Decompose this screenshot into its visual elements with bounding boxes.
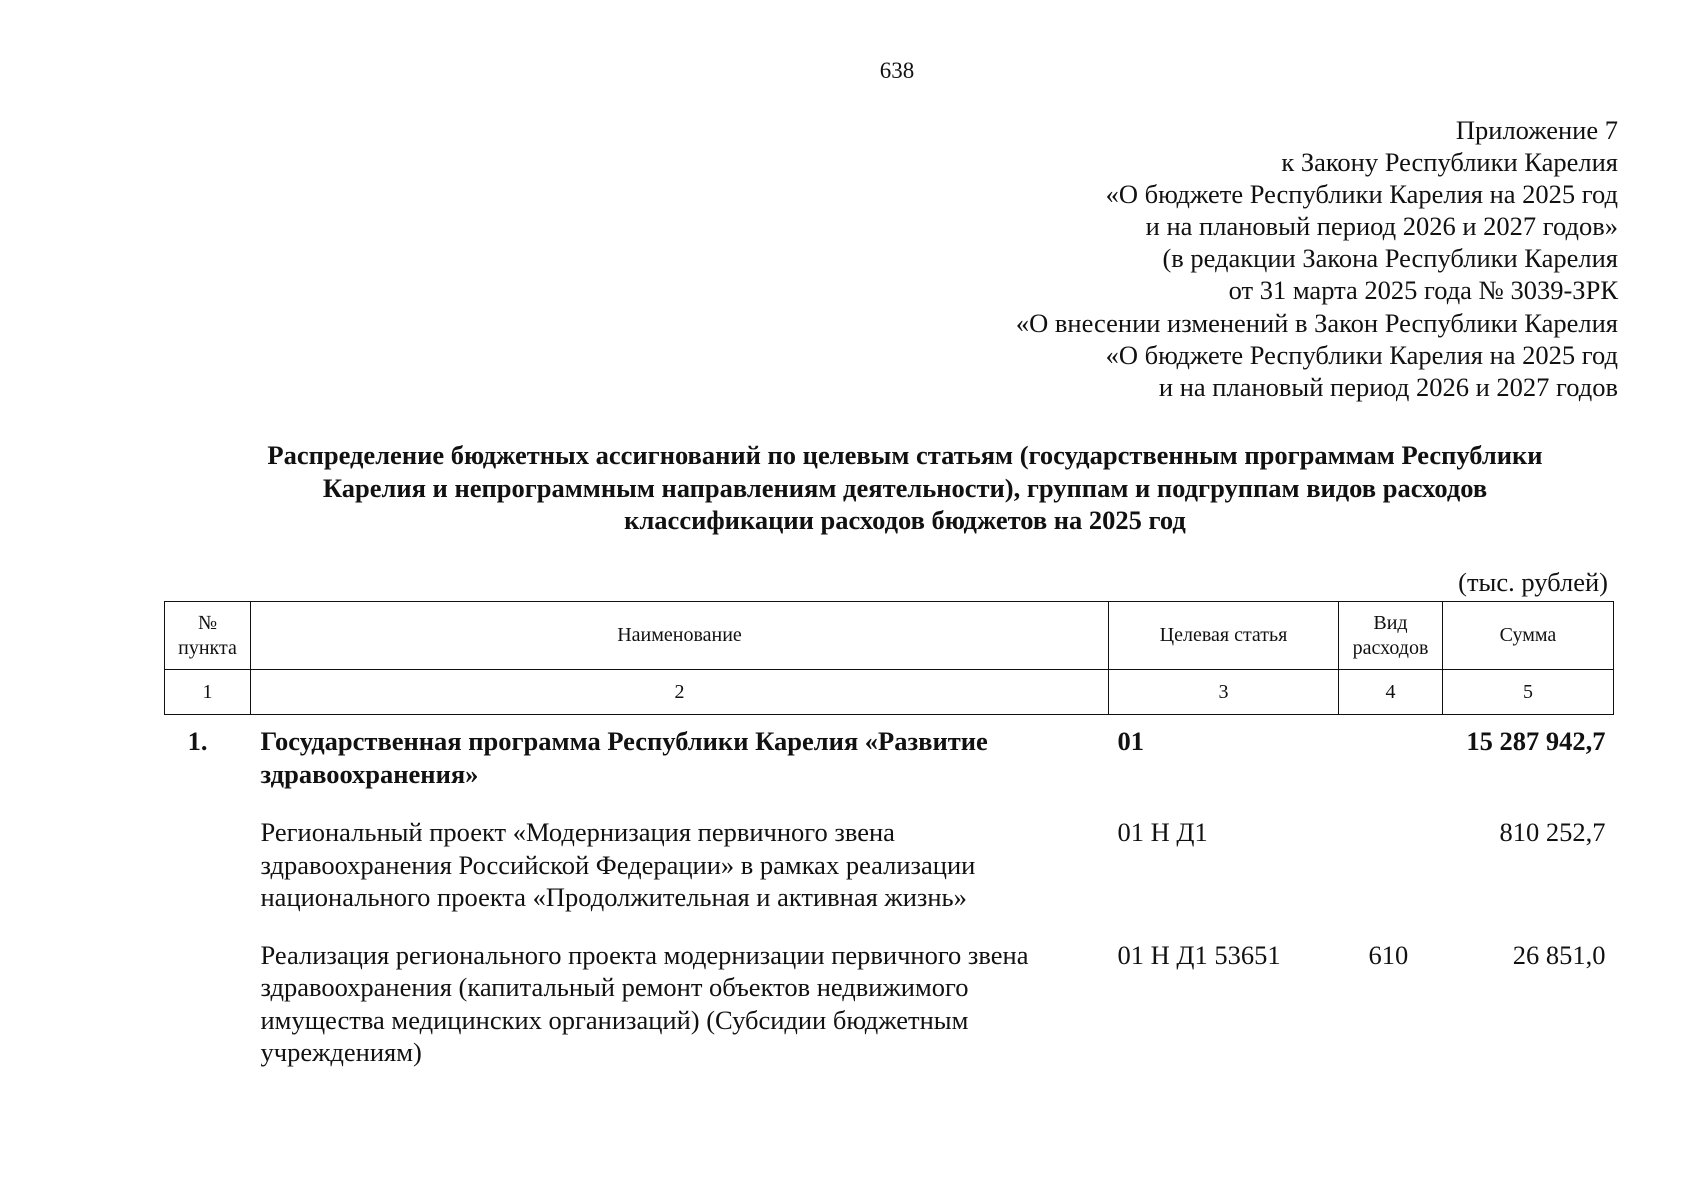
row-sum: 26 851,0 [1512, 939, 1606, 970]
annex-line: к Закону Республики Карелия [1281, 147, 1618, 178]
row-sum: 810 252,7 [1499, 817, 1606, 847]
row-name: Государственная программа Республики Карелия «Развитие здравоохранения» [260, 726, 988, 789]
annex-header [1016, 114, 1618, 403]
column-number: 2 [251, 670, 1109, 715]
column-number: 1 [165, 670, 251, 715]
row-target-code: 01 Н Д1 53651 [1117, 939, 1281, 970]
page-number: 638 [879, 58, 915, 83]
row-target-code: 01 Н Д1 [1117, 817, 1208, 847]
row-target-code: 01 [1117, 726, 1144, 756]
annex-line: и на плановый период 2026 и 2027 годов [1158, 371, 1618, 402]
column-number: 5 [1443, 670, 1614, 715]
row-sum: 15 287 942,7 [1466, 726, 1606, 756]
annex-line: «О бюджете Республики Карелия на 2025 год [1105, 339, 1618, 370]
row-name: Реализация регионального проекта модернизации первичного звена здравоохранения (капитальный ремонт объектов недвижимого имущества медицинских организаций) (Субсидии бюджетным учреждениям) [260, 939, 1029, 1067]
row-number [165, 803, 251, 926]
table-row [165, 926, 1614, 1069]
row-expense-kind [1339, 803, 1443, 926]
table-header-row [165, 602, 1614, 670]
title-line: Распределение бюджетных ассигнований по целевым статьям (государственным программам Республики [267, 440, 1543, 470]
annex-line: и на плановый период 2026 и 2027 годов» [1145, 211, 1618, 242]
column-number-row [165, 670, 1614, 715]
column-number: 4 [1339, 670, 1443, 715]
table-row [165, 715, 1614, 804]
title-line: классификации расходов бюджетов на 2025 год [624, 505, 1186, 535]
annex-line: от 31 марта 2025 года № 3039-ЗРК [1228, 275, 1618, 306]
annex-line: Приложение 7 [1455, 115, 1618, 145]
annex-line: «О внесении изменений в Закон Республики Карелия [1015, 307, 1618, 338]
header-kind: Вид расходов [1339, 602, 1443, 670]
header-sum: Сумма [1443, 602, 1614, 670]
row-number [165, 926, 251, 1069]
row-expense-kind [1339, 715, 1443, 804]
annex-line: (в редакции Закона Республики Карелия [1162, 243, 1618, 274]
document-title [200, 439, 1610, 537]
row-number: 1. [187, 726, 208, 756]
header-code: Целевая статья [1109, 602, 1339, 670]
row-expense-kind: 610 [1368, 939, 1409, 970]
annex-line: «О бюджете Республики Карелия на 2025 год [1105, 179, 1618, 210]
title-line: Карелия и непрограммным направлениям деятельности), группам и подгруппам видов расходов [322, 472, 1488, 503]
column-number: 3 [1109, 670, 1339, 715]
units-label: (тыс. рублей) [1458, 567, 1608, 597]
header-name: Наименование [251, 602, 1109, 670]
table-row [165, 803, 1614, 926]
budget-table [164, 601, 1614, 1069]
row-name: Региональный проект «Модернизация первичного звена здравоохранения Российской Федерации» в рамках реализации национального проекта «Продолжительная и активная жизнь» [260, 817, 976, 912]
header-no: № пункта [165, 602, 251, 670]
